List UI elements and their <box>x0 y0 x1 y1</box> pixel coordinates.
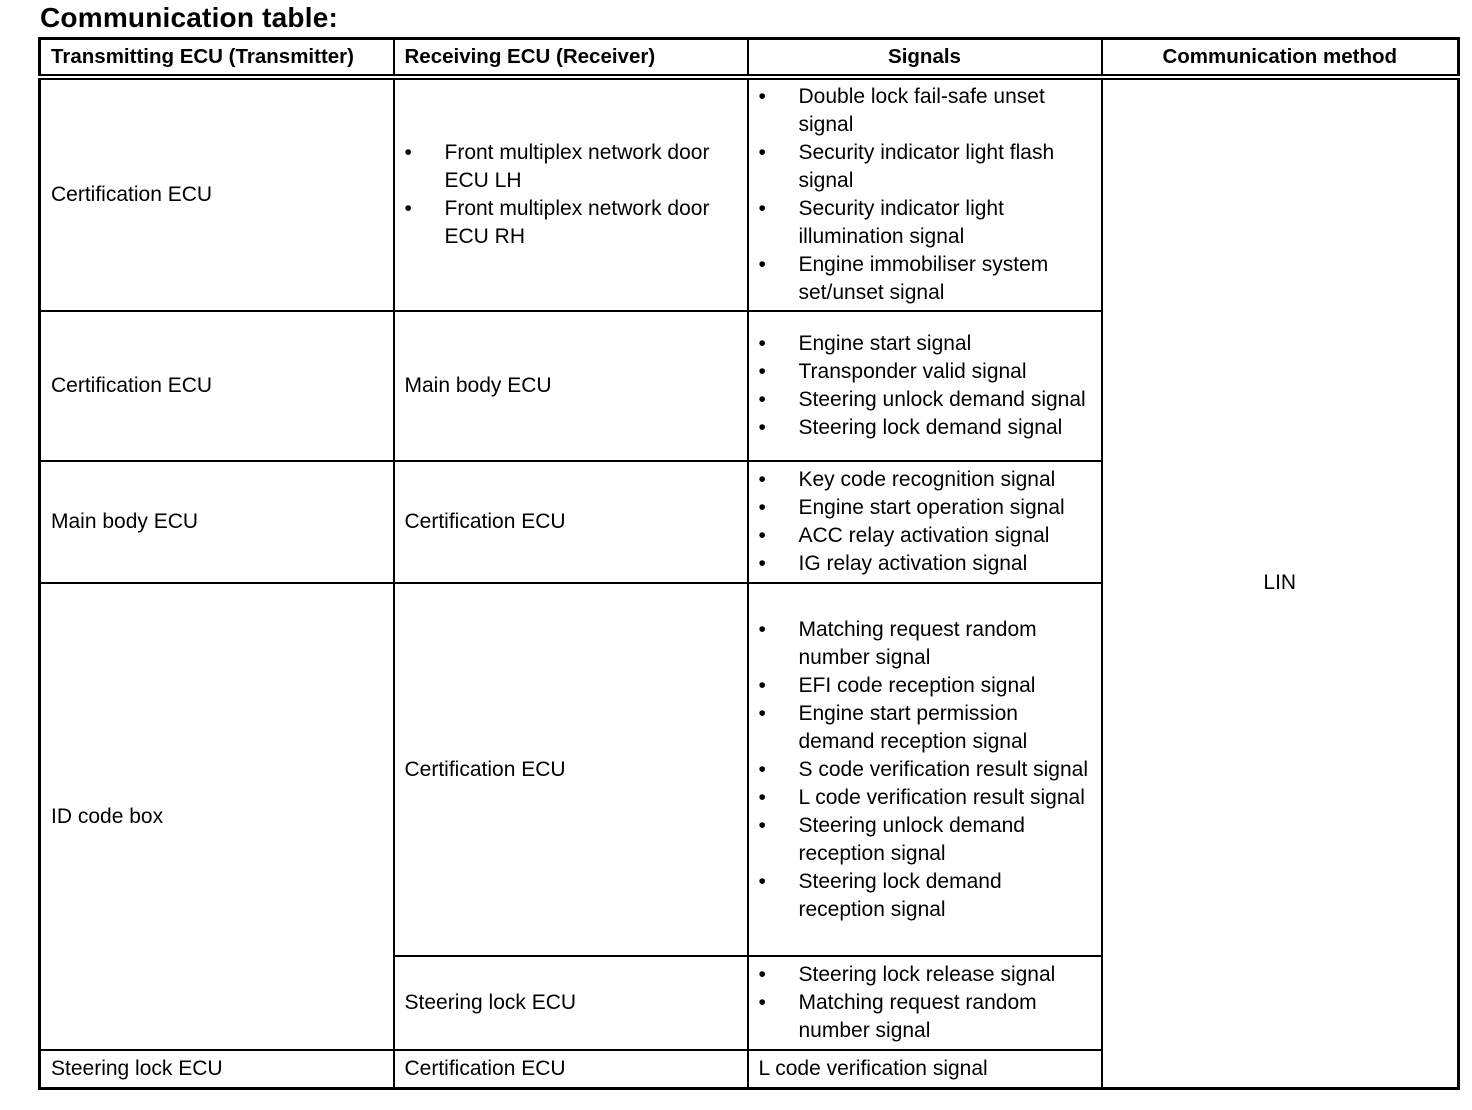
bullet-icon: • <box>758 253 766 276</box>
receiver-cell: Steering lock ECU <box>394 956 748 1050</box>
signal-item: • ACC relay activation signal <box>759 522 1091 550</box>
transmitter-cell: Certification ECU <box>40 77 394 311</box>
signal-item: • Steering unlock demand signal <box>759 386 1091 414</box>
page-title: Communication table: <box>40 2 339 33</box>
transmitter-cell: Certification ECU <box>40 311 394 461</box>
header-transmitter: Transmitting ECU (Transmitter) <box>40 39 394 78</box>
bullet-icon: • <box>758 673 766 697</box>
bullet-icon: • <box>758 757 766 781</box>
bullet-icon: • <box>758 869 766 893</box>
transmitter-cell: Steering lock ECU <box>40 1050 394 1088</box>
receiver-item: • Front multiplex network door ECU RH <box>404 197 710 248</box>
bullet-icon: • <box>758 332 766 355</box>
table-row <box>40 77 1459 311</box>
header-communication-method: Communication method <box>1102 39 1459 78</box>
signal-item: • Transponder valid signal <box>759 358 1091 386</box>
signal-item: • Matching request random number signal <box>758 991 1037 1042</box>
header-receiver: Receiving ECU (Receiver) <box>394 39 748 78</box>
transmitter-cell: ID code box <box>40 583 394 1050</box>
bullet-icon: • <box>758 813 766 837</box>
signals-cell: L code verification signal <box>748 1050 1102 1088</box>
signals-cell <box>748 77 1102 311</box>
bullet-icon: • <box>758 552 766 575</box>
signal-item: • Engine start operation signal <box>759 494 1091 522</box>
bullet-icon: • <box>404 197 412 220</box>
signal-item: • Matching request random number signal <box>758 617 1037 669</box>
signal-item: • Steering lock demand reception signal <box>758 869 1002 921</box>
bullet-icon: • <box>404 141 412 164</box>
header-row <box>40 39 1459 78</box>
receiver-item: • Front multiplex network door ECU LH <box>404 141 710 192</box>
signal-item: • Steering unlock demand reception signal <box>758 813 1025 865</box>
bullet-icon: • <box>758 468 766 491</box>
bullet-icon: • <box>758 963 766 986</box>
bullet-icon: • <box>758 524 766 547</box>
bullet-icon: • <box>758 197 766 220</box>
communication-method-cell: LIN <box>1102 77 1459 1088</box>
bullet-icon: • <box>758 785 766 809</box>
bullet-icon: • <box>758 496 766 519</box>
signal-item: • Steering lock demand signal <box>759 414 1091 442</box>
signals-cell <box>748 311 1102 461</box>
receiver-cell: Certification ECU <box>394 1050 748 1088</box>
signal-item: • Engine start signal <box>759 330 1091 358</box>
communication-table <box>38 37 1460 1090</box>
header-signals: Signals <box>748 39 1102 78</box>
receiver-cell: Main body ECU <box>394 311 748 461</box>
signals-cell <box>748 461 1102 583</box>
transmitter-cell: Main body ECU <box>40 461 394 583</box>
signal-item: • Engine start permission demand reception signal <box>758 701 1028 753</box>
signal-item: • EFI code reception signal <box>759 672 1091 700</box>
signal-item: • L code verification result signal <box>759 784 1091 812</box>
signal-item: • Security indicator light illumination signal <box>758 197 1004 248</box>
bullet-icon: • <box>758 416 766 439</box>
signal-item: • Double lock fail-safe unset signal <box>758 85 1045 136</box>
bullet-icon: • <box>758 360 766 383</box>
receiver-cell: Certification ECU <box>394 583 748 956</box>
bullet-icon: • <box>758 388 766 411</box>
signal-item: • IG relay activation signal <box>759 550 1091 578</box>
bullet-icon: • <box>758 85 766 108</box>
bullet-icon: • <box>758 991 766 1014</box>
signal-item: • Security indicator light flash signal <box>758 141 1055 192</box>
signals-cell <box>748 583 1102 956</box>
signal-item: • S code verification result signal <box>759 756 1091 784</box>
bullet-icon: • <box>758 141 766 164</box>
receiver-cell: Certification ECU <box>394 461 748 583</box>
signal-item: • Steering lock release signal <box>759 961 1091 989</box>
bullet-icon: • <box>758 617 766 641</box>
signals-cell <box>748 956 1102 1050</box>
signal-item: • Key code recognition signal <box>759 466 1091 494</box>
signal-item: • Engine immobiliser system set/unset signal <box>758 253 1049 304</box>
bullet-icon: • <box>758 701 766 725</box>
receiver-cell <box>394 77 748 311</box>
